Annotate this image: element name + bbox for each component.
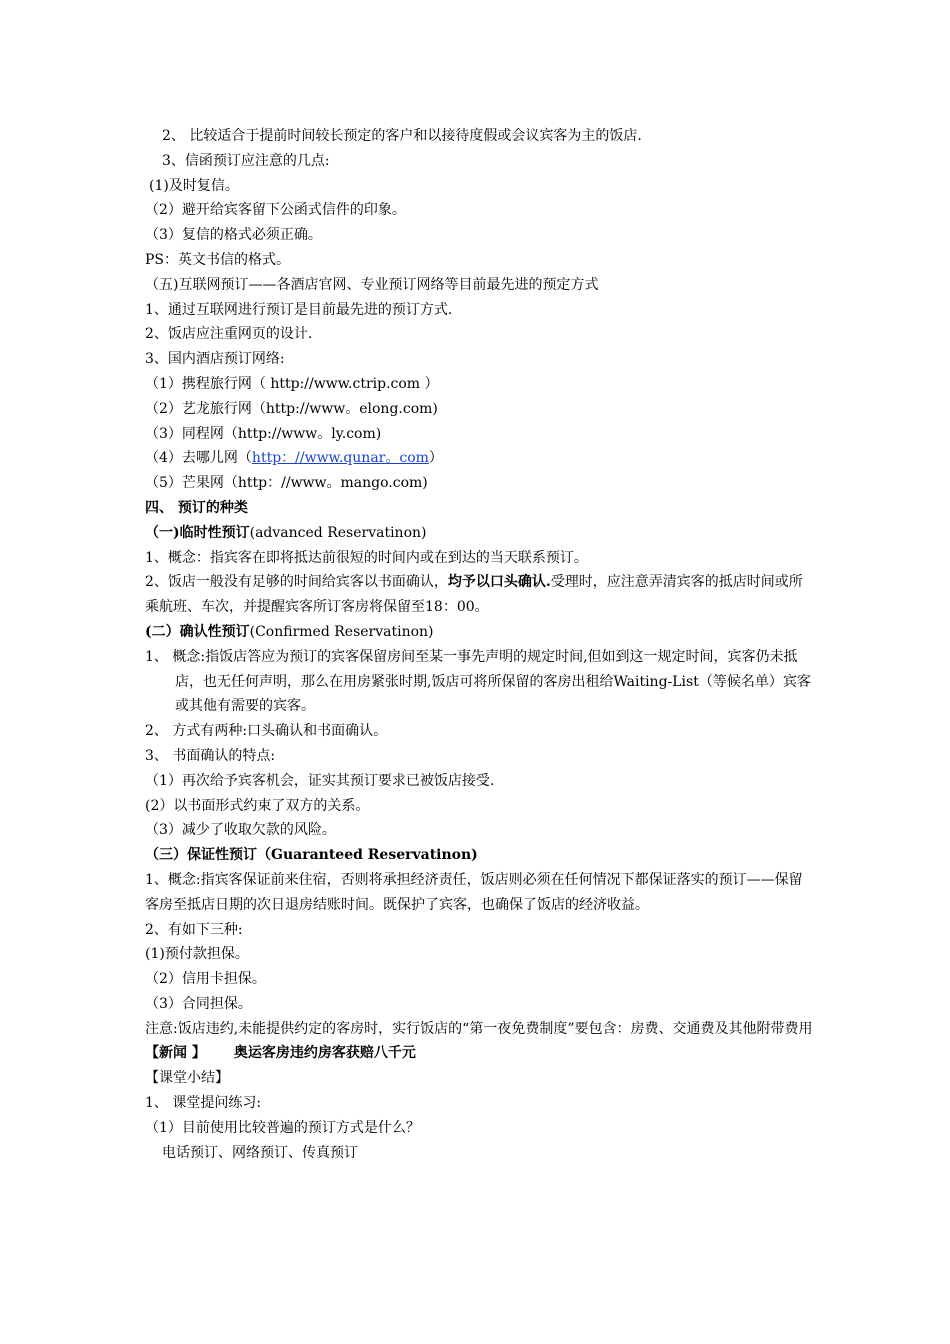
- text-line: 1、 课堂提问练习:: [145, 1095, 262, 1112]
- text-span: （4）去哪儿网（: [145, 450, 252, 467]
- text-span: 2、饭店一般没有足够的时间给宾客以书面确认，: [145, 574, 448, 591]
- text-line: 2、 比较适合于提前时间较长预定的客户和以接待度假或会议宾客为主的饭店.: [162, 128, 642, 144]
- news-heading: [145, 1041, 815, 1066]
- text-line: 3、 书面确认的特点:: [145, 747, 276, 764]
- heading-english: (Confirmed Reservatinon): [249, 623, 434, 640]
- subsection-heading: [145, 521, 815, 546]
- bold-span: 均予以口头确认.: [447, 574, 551, 591]
- list-item: （5）芒果网（http：//www。mango.com): [145, 475, 428, 492]
- list-item: （2）艺龙旅行网（http://www。elong.com): [145, 400, 438, 417]
- text-span: 受理时，应注意弄清宾客的抵店时间或所乘航班、车次，并提醒宾客所订客房将保留至18：00。: [145, 574, 803, 616]
- section-heading: 四、 预订的种类: [145, 499, 248, 516]
- list-item: （1）再次给予宾客机会，证实其预订要求已被饭店接受.: [145, 772, 495, 789]
- subsection-heading: [145, 620, 815, 645]
- heading-bold: (二）确认性预订: [145, 623, 250, 640]
- text-line: （2）避开给宾客留下公函式信件的印象。: [145, 202, 406, 219]
- section-heading: 【课堂小结】: [145, 1070, 229, 1087]
- subsection-heading: （三）保证性预订（Guaranteed Reservatinon): [145, 847, 478, 864]
- text-line: 2、饭店应注重网页的设计.: [145, 326, 313, 343]
- paragraph: [145, 570, 815, 620]
- list-item: (1)预付款担保。: [145, 946, 249, 963]
- text-line: 2、有如下三种:: [145, 921, 243, 938]
- heading-bold: （一)临时性预订: [145, 524, 250, 541]
- paragraph: 1、概念:指宾客保证前来住宿，否则将承担经济责任，饭店则必须在任何情况下都保证落实的预订——保留客房至抵店日期的次日退房结账时间。既保护了宾客，也确保了饭店的经济收益。: [145, 871, 803, 913]
- list-item: (2）以书面形式约束了双方的关系。: [145, 797, 370, 814]
- paragraph: 1、 概念:指饭店答应为预订的宾客保留房间至某一事先声明的规定时间,但如到这一规定时间，宾客仍未抵店，也无任何声明，那么在用房紧张时期,饭店可将所保留的客房出租给Waiting-List（等候名单）宾客或其他有需要的宾客。: [145, 648, 811, 715]
- list-item: （3）减少了收取欠款的风险。: [145, 822, 336, 839]
- heading-english: (advanced Reservatinon): [249, 524, 427, 541]
- text-line: 3、信函预订应注意的几点:: [162, 152, 330, 169]
- text-line: PS：英文书信的格式。: [145, 251, 291, 268]
- news-title: 奥运客房违约房客获赔八千元: [233, 1045, 416, 1062]
- text-line: 1、概念：指宾客在即将抵达前很短的时间内或在到达的当天联系预订。: [145, 549, 588, 566]
- text-line: 3、国内酒店预订网络:: [145, 351, 285, 368]
- text-line: 电话预订、网络预订、传真预订: [162, 1144, 358, 1161]
- list-item: （3）合同担保。: [145, 995, 252, 1012]
- document-page: [145, 124, 815, 1165]
- list-item: [145, 446, 815, 471]
- text-line: (1)及时复信。: [149, 177, 239, 194]
- news-tag: 【新闻 】: [145, 1045, 206, 1062]
- text-line: 2、 方式有两种:口头确认和书面确认。: [145, 723, 388, 740]
- list-item: （3）同程网（http://www。ly.com): [145, 425, 382, 442]
- qunar-link[interactable]: http：//www.qunar。com: [251, 450, 429, 467]
- text-span: ）: [428, 450, 443, 467]
- text-line: （3）复信的格式必须正确。: [145, 227, 322, 244]
- list-item: （1）携程旅行网（ http://www.ctrip.com ）: [145, 375, 439, 392]
- paragraph: 注意:饭店违约,未能提供约定的客房时，实行饭店的“第一夜免费制度”要包含：房费、交通费及其他附带费用: [145, 1020, 813, 1037]
- section-heading: （五)互联网预订——各酒店官网、专业预订网络等目前最先进的预定方式: [145, 276, 599, 293]
- list-item: （2）信用卡担保。: [145, 971, 266, 988]
- list-item: （1）目前使用比较普遍的预订方式是什么？: [145, 1119, 420, 1136]
- text-line: 1、通过互联网进行预订是目前最先进的预订方式.: [145, 301, 453, 318]
